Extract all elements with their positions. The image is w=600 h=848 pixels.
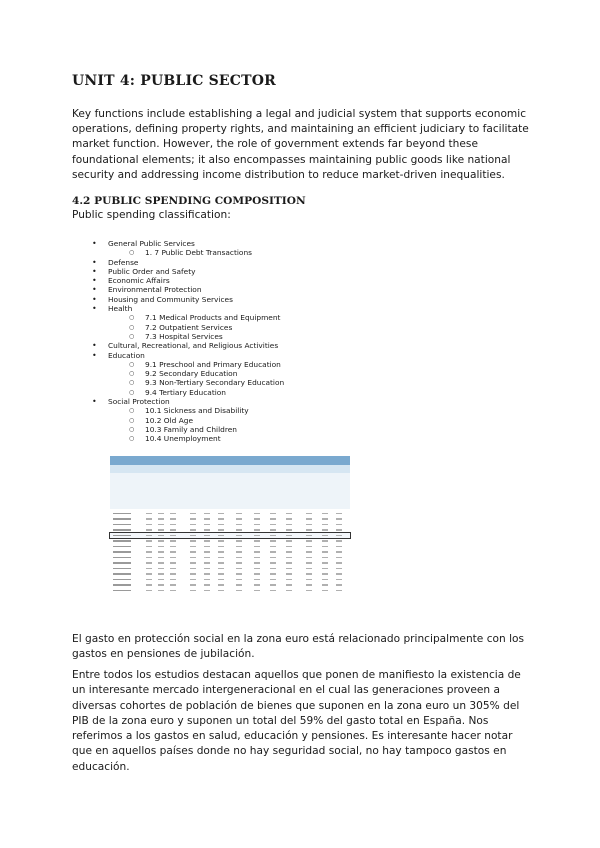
spending-category-label: Economic Affairs bbox=[108, 276, 170, 286]
figure-cell-mark bbox=[218, 518, 224, 519]
figure-cell-mark bbox=[270, 513, 276, 514]
figure-cell-mark bbox=[204, 535, 210, 536]
figure-cell-mark bbox=[306, 513, 312, 514]
figure-cell-mark bbox=[254, 579, 260, 580]
figure-table-row bbox=[110, 583, 350, 588]
figure-cell-mark bbox=[336, 518, 342, 519]
figure-cell-mark bbox=[322, 546, 328, 547]
figure-cell-mark bbox=[322, 524, 328, 525]
figure-table-row bbox=[110, 517, 350, 522]
spending-table-figure bbox=[110, 456, 350, 594]
figure-cell-mark bbox=[236, 584, 242, 585]
figure-cell-mark bbox=[146, 529, 152, 530]
figure-cell-mark bbox=[322, 590, 328, 591]
paragraph-intergenerational: Entre todos los estudios destacan aquellos que ponen de manifiesto la existencia de un interesante mercado intergeneracional en el cual las generaciones proveen a diversas cohortes de población de bienes que suponen en la zona euro un 305% del PIB de la zona euro y suponen un total del 59% del gasto total en España. Nos referimos a los gastos en salud, educación y pensiones. Es interesante hacer notar que en aquellos países donde no hay seguridad social, no hay tampoco gastos en educación. bbox=[72, 669, 521, 773]
figure-table-row bbox=[110, 511, 350, 516]
figure-cell-mark bbox=[254, 573, 260, 574]
intro-paragraph: Key functions include establishing a legal and judicial system that supports economic operations, defining property rights, and maintaining an efficient judiciary to facilitate market function. However, the role of government extends far beyond these foundational elements; it also encompasses maintaining public goods like national security and addressing income distribution to reduce market-driven inequalities. bbox=[72, 108, 529, 181]
figure-cell-mark bbox=[170, 590, 176, 591]
figure-row-label-mark bbox=[113, 573, 131, 575]
spending-category-label: Public Order and Safety bbox=[108, 266, 196, 276]
figure-cell-mark bbox=[236, 557, 242, 558]
spending-category-label: Education bbox=[108, 350, 145, 360]
figure-cell-mark bbox=[170, 540, 176, 541]
figure-cell-mark bbox=[286, 573, 292, 574]
figure-cell-mark bbox=[306, 584, 312, 585]
figure-cell-mark bbox=[236, 513, 242, 514]
figure-cell-mark bbox=[336, 524, 342, 525]
figure-cell-mark bbox=[336, 546, 342, 547]
figure-cell-mark bbox=[218, 535, 224, 536]
figure-cell-mark bbox=[146, 513, 152, 514]
figure-cell-mark bbox=[170, 529, 176, 530]
figure-cell-mark bbox=[270, 524, 276, 525]
figure-cell-mark bbox=[170, 524, 176, 525]
figure-cell-mark bbox=[254, 529, 260, 530]
figure-cell-mark bbox=[146, 568, 152, 569]
figure-cell-mark bbox=[286, 557, 292, 558]
figure-cell-mark bbox=[204, 513, 210, 514]
figure-cell-mark bbox=[158, 557, 164, 558]
figure-cell-mark bbox=[146, 584, 152, 585]
figure-cell-mark bbox=[146, 524, 152, 525]
figure-cell-mark bbox=[204, 546, 210, 547]
spending-subcategory-item: ○ 10.3 Family and Children bbox=[92, 425, 284, 434]
figure-cell-mark bbox=[306, 524, 312, 525]
figure-cell-mark bbox=[158, 524, 164, 525]
figure-cell-mark bbox=[270, 584, 276, 585]
figure-cell-mark bbox=[286, 535, 292, 536]
figure-cell-mark bbox=[146, 535, 152, 536]
figure-cell-mark bbox=[170, 557, 176, 558]
figure-cell-mark bbox=[170, 579, 176, 580]
spending-subcategory-item: ○ 1. 7 Public Debt Transactions bbox=[92, 248, 284, 257]
figure-cell-mark bbox=[204, 557, 210, 558]
figure-cell-mark bbox=[218, 573, 224, 574]
figure-cell-mark bbox=[170, 535, 176, 536]
figure-column-header bbox=[110, 473, 350, 509]
figure-cell-mark bbox=[270, 540, 276, 541]
figure-cell-mark bbox=[204, 551, 210, 552]
figure-cell-mark bbox=[336, 540, 342, 541]
section-title: 4.2 PUBLIC SPENDING COMPOSITION bbox=[72, 195, 306, 207]
figure-cell-mark bbox=[336, 529, 342, 530]
figure-cell-mark bbox=[254, 535, 260, 536]
figure-cell-mark bbox=[218, 551, 224, 552]
figure-cell-mark bbox=[254, 540, 260, 541]
spending-category-label: General Public Services bbox=[108, 239, 195, 248]
figure-cell-mark bbox=[170, 551, 176, 552]
spending-subcategory-item: ○ 9.1 Preschool and Primary Education bbox=[92, 360, 284, 369]
figure-cell-mark bbox=[286, 584, 292, 585]
spending-subcategory-item: ○ 7.2 Outpatient Services bbox=[92, 323, 284, 332]
figure-cell-mark bbox=[190, 540, 196, 541]
spending-subcategory-group bbox=[92, 406, 284, 443]
spending-category-item bbox=[92, 295, 284, 304]
figure-row-label-mark bbox=[113, 551, 131, 553]
figure-cell-mark bbox=[190, 557, 196, 558]
figure-cell-mark bbox=[146, 518, 152, 519]
figure-row-label-mark bbox=[113, 540, 131, 542]
figure-row-label-mark bbox=[113, 529, 131, 531]
figure-cell-mark bbox=[204, 562, 210, 563]
figure-cell-mark bbox=[218, 529, 224, 530]
figure-cell-mark bbox=[146, 573, 152, 574]
figure-cell-mark bbox=[322, 535, 328, 536]
figure-cell-mark bbox=[158, 551, 164, 552]
figure-cell-mark bbox=[170, 518, 176, 519]
figure-row-label-mark bbox=[113, 535, 131, 537]
figure-cell-mark bbox=[170, 573, 176, 574]
figure-row-label-mark bbox=[113, 518, 131, 520]
figure-cell-mark bbox=[190, 579, 196, 580]
figure-cell-mark bbox=[236, 590, 242, 591]
figure-cell-mark bbox=[254, 557, 260, 558]
figure-cell-mark bbox=[170, 568, 176, 569]
figure-cell-mark bbox=[254, 551, 260, 552]
figure-cell-mark bbox=[254, 584, 260, 585]
spending-category-item bbox=[92, 285, 284, 294]
figure-cell-mark bbox=[270, 535, 276, 536]
figure-cell-mark bbox=[254, 518, 260, 519]
figure-cell-mark bbox=[190, 524, 196, 525]
figure-cell-mark bbox=[236, 546, 242, 547]
figure-cell-mark bbox=[270, 529, 276, 530]
figure-cell-mark bbox=[306, 562, 312, 563]
figure-cell-mark bbox=[336, 535, 342, 536]
figure-cell-mark bbox=[270, 551, 276, 552]
figure-cell-mark bbox=[218, 562, 224, 563]
figure-cell-mark bbox=[286, 524, 292, 525]
figure-cell-mark bbox=[306, 546, 312, 547]
spending-category-label: Cultural, Recreational, and Religious Activities bbox=[108, 341, 279, 351]
figure-cell-mark bbox=[286, 562, 292, 563]
figure-cell-mark bbox=[270, 557, 276, 558]
figure-cell-mark bbox=[158, 568, 164, 569]
figure-cell-mark bbox=[158, 518, 164, 519]
figure-cell-mark bbox=[218, 557, 224, 558]
figure-cell-mark bbox=[218, 524, 224, 525]
figure-cell-mark bbox=[306, 518, 312, 519]
figure-table-row bbox=[110, 572, 350, 577]
figure-cell-mark bbox=[146, 590, 152, 591]
figure-cell-mark bbox=[158, 584, 164, 585]
figure-cell-mark bbox=[204, 573, 210, 574]
spending-subcategory-group bbox=[92, 248, 284, 257]
figure-cell-mark bbox=[270, 568, 276, 569]
figure-cell-mark bbox=[158, 540, 164, 541]
figure-cell-mark bbox=[158, 562, 164, 563]
figure-table-row bbox=[110, 528, 350, 533]
spending-subcategory-item: ○ 9.4 Tertiary Education bbox=[92, 388, 284, 397]
figure-cell-mark bbox=[322, 573, 328, 574]
spending-category-item bbox=[92, 304, 284, 313]
spending-category-item bbox=[92, 267, 284, 276]
figure-cell-mark bbox=[218, 568, 224, 569]
figure-table-row bbox=[110, 539, 350, 544]
figure-cell-mark bbox=[204, 579, 210, 580]
figure-cell-mark bbox=[146, 557, 152, 558]
figure-cell-mark bbox=[336, 590, 342, 591]
figure-cell-mark bbox=[286, 518, 292, 519]
figure-cell-mark bbox=[170, 513, 176, 514]
figure-cell-mark bbox=[322, 513, 328, 514]
figure-cell-mark bbox=[336, 513, 342, 514]
figure-cell-mark bbox=[204, 518, 210, 519]
spending-category-label: Health bbox=[108, 304, 133, 314]
figure-cell-mark bbox=[190, 529, 196, 530]
figure-table-row bbox=[110, 588, 350, 593]
spending-category-item bbox=[92, 341, 284, 350]
spending-category-label: Social Protection bbox=[108, 397, 170, 407]
figure-cell-mark bbox=[286, 529, 292, 530]
figure-cell-mark bbox=[218, 513, 224, 514]
figure-cell-mark bbox=[204, 529, 210, 530]
spending-category-item bbox=[92, 276, 284, 285]
figure-cell-mark bbox=[218, 584, 224, 585]
figure-cell-mark bbox=[322, 562, 328, 563]
figure-header-bar bbox=[110, 456, 350, 465]
figure-cell-mark bbox=[158, 535, 164, 536]
figure-row-label-mark bbox=[113, 513, 131, 515]
figure-cell-mark bbox=[306, 579, 312, 580]
figure-cell-mark bbox=[336, 584, 342, 585]
spending-category-item bbox=[92, 239, 284, 248]
spending-subcategory-item: ○ 10.4 Unemployment bbox=[92, 434, 284, 443]
spending-category-label: Environmental Protection bbox=[108, 285, 202, 295]
spending-subcategory-item: ○ 10.1 Sickness and Disability bbox=[92, 406, 284, 415]
figure-cell-mark bbox=[190, 546, 196, 547]
figure-cell-mark bbox=[158, 579, 164, 580]
figure-cell-mark bbox=[218, 579, 224, 580]
section-subtitle: Public spending classification: bbox=[72, 209, 231, 221]
figure-table-row bbox=[110, 550, 350, 555]
unit-title: UNIT 4: PUBLIC SECTOR bbox=[72, 73, 276, 89]
figure-cell-mark bbox=[254, 568, 260, 569]
figure-cell-mark bbox=[286, 513, 292, 514]
figure-cell-mark bbox=[146, 540, 152, 541]
figure-cell-mark bbox=[322, 568, 328, 569]
figure-cell-mark bbox=[190, 562, 196, 563]
figure-row-label-mark bbox=[113, 546, 131, 548]
figure-cell-mark bbox=[236, 551, 242, 552]
figure-cell-mark bbox=[158, 529, 164, 530]
figure-cell-mark bbox=[236, 535, 242, 536]
figure-cell-mark bbox=[236, 562, 242, 563]
figure-cell-mark bbox=[322, 529, 328, 530]
spending-category-label: Defense bbox=[108, 257, 139, 267]
figure-cell-mark bbox=[158, 590, 164, 591]
figure-cell-mark bbox=[218, 546, 224, 547]
figure-cell-mark bbox=[306, 551, 312, 552]
figure-row-label-mark bbox=[113, 584, 131, 586]
figure-cell-mark bbox=[306, 573, 312, 574]
figure-cell-mark bbox=[322, 579, 328, 580]
figure-table-row bbox=[110, 522, 350, 527]
spending-subcategory-item: ○ 9.3 Non-Tertiary Secondary Education bbox=[92, 378, 284, 387]
figure-cell-mark bbox=[254, 562, 260, 563]
figure-cell-mark bbox=[286, 546, 292, 547]
figure-cell-mark bbox=[336, 562, 342, 563]
figure-cell-mark bbox=[322, 540, 328, 541]
figure-cell-mark bbox=[146, 551, 152, 552]
figure-cell-mark bbox=[236, 524, 242, 525]
figure-cell-mark bbox=[236, 568, 242, 569]
figure-cell-mark bbox=[190, 513, 196, 514]
figure-cell-mark bbox=[190, 590, 196, 591]
figure-cell-mark bbox=[146, 546, 152, 547]
figure-cell-mark bbox=[306, 529, 312, 530]
figure-cell-mark bbox=[336, 579, 342, 580]
figure-cell-mark bbox=[286, 579, 292, 580]
figure-cell-mark bbox=[158, 546, 164, 547]
figure-table-body bbox=[110, 509, 350, 594]
figure-cell-mark bbox=[146, 562, 152, 563]
spending-subcategory-item: ○ 10.2 Old Age bbox=[92, 416, 284, 425]
figure-cell-mark bbox=[322, 584, 328, 585]
spending-category-label: Housing and Community Services bbox=[108, 294, 233, 304]
spending-category-item bbox=[92, 397, 284, 406]
figure-cell-mark bbox=[146, 579, 152, 580]
figure-cell-mark bbox=[236, 573, 242, 574]
figure-cell-mark bbox=[336, 568, 342, 569]
figure-cell-mark bbox=[322, 557, 328, 558]
figure-cell-mark bbox=[190, 551, 196, 552]
figure-table-row bbox=[110, 555, 350, 560]
figure-cell-mark bbox=[236, 529, 242, 530]
figure-cell-mark bbox=[254, 546, 260, 547]
figure-cell-mark bbox=[218, 540, 224, 541]
figure-cell-mark bbox=[236, 540, 242, 541]
figure-cell-mark bbox=[236, 518, 242, 519]
figure-cell-mark bbox=[254, 524, 260, 525]
figure-table-row bbox=[110, 544, 350, 549]
figure-cell-mark bbox=[158, 573, 164, 574]
figure-table-row bbox=[110, 561, 350, 566]
figure-cell-mark bbox=[190, 573, 196, 574]
figure-row-label-mark bbox=[113, 579, 131, 581]
figure-cell-mark bbox=[270, 562, 276, 563]
figure-cell-mark bbox=[254, 513, 260, 514]
figure-cell-mark bbox=[306, 535, 312, 536]
figure-cell-mark bbox=[204, 590, 210, 591]
figure-cell-mark bbox=[306, 568, 312, 569]
figure-cell-mark bbox=[170, 584, 176, 585]
figure-subheader-bar bbox=[110, 465, 350, 473]
spending-category-item bbox=[92, 258, 284, 267]
spending-subcategory-group bbox=[92, 313, 284, 341]
figure-cell-mark bbox=[270, 590, 276, 591]
figure-cell-mark bbox=[270, 579, 276, 580]
figure-cell-mark bbox=[190, 584, 196, 585]
figure-cell-mark bbox=[204, 584, 210, 585]
figure-cell-mark bbox=[286, 568, 292, 569]
figure-cell-mark bbox=[190, 518, 196, 519]
figure-cell-mark bbox=[190, 568, 196, 569]
spending-subcategory-item: ○ 9.2 Secondary Education bbox=[92, 369, 284, 378]
figure-table-row bbox=[110, 566, 350, 571]
figure-cell-mark bbox=[158, 513, 164, 514]
spending-subcategory-item: ○ 7.1 Medical Products and Equipment bbox=[92, 313, 284, 322]
figure-cell-mark bbox=[204, 524, 210, 525]
figure-row-label-mark bbox=[113, 557, 131, 559]
paragraph-social-protection: El gasto en protección social en la zona euro está relacionado principalmente con los gastos en pensiones de jubilación. bbox=[72, 633, 525, 661]
figure-cell-mark bbox=[236, 579, 242, 580]
spending-classification-list bbox=[92, 239, 284, 444]
figure-cell-mark bbox=[336, 557, 342, 558]
spending-subcategory-item: ○ 7.3 Hospital Services bbox=[92, 332, 284, 341]
figure-table-row bbox=[110, 533, 350, 538]
figure-cell-mark bbox=[190, 535, 196, 536]
figure-row-label-mark bbox=[113, 568, 131, 570]
figure-cell-mark bbox=[286, 551, 292, 552]
figure-cell-mark bbox=[322, 518, 328, 519]
figure-cell-mark bbox=[286, 540, 292, 541]
figure-cell-mark bbox=[204, 540, 210, 541]
figure-cell-mark bbox=[254, 590, 260, 591]
figure-cell-mark bbox=[306, 557, 312, 558]
spending-subcategory-group bbox=[92, 360, 284, 397]
figure-cell-mark bbox=[336, 573, 342, 574]
figure-cell-mark bbox=[270, 518, 276, 519]
figure-cell-mark bbox=[336, 551, 342, 552]
figure-cell-mark bbox=[286, 590, 292, 591]
figure-row-label-mark bbox=[113, 590, 131, 592]
figure-row-label-mark bbox=[113, 524, 131, 526]
figure-cell-mark bbox=[270, 546, 276, 547]
spending-category-item bbox=[92, 351, 284, 360]
figure-row-label-mark bbox=[113, 562, 131, 564]
figure-cell-mark bbox=[204, 568, 210, 569]
figure-cell-mark bbox=[270, 573, 276, 574]
figure-cell-mark bbox=[170, 546, 176, 547]
figure-cell-mark bbox=[170, 562, 176, 563]
figure-cell-mark bbox=[322, 551, 328, 552]
figure-cell-mark bbox=[306, 590, 312, 591]
figure-table-row bbox=[110, 577, 350, 582]
figure-cell-mark bbox=[306, 540, 312, 541]
figure-cell-mark bbox=[218, 590, 224, 591]
